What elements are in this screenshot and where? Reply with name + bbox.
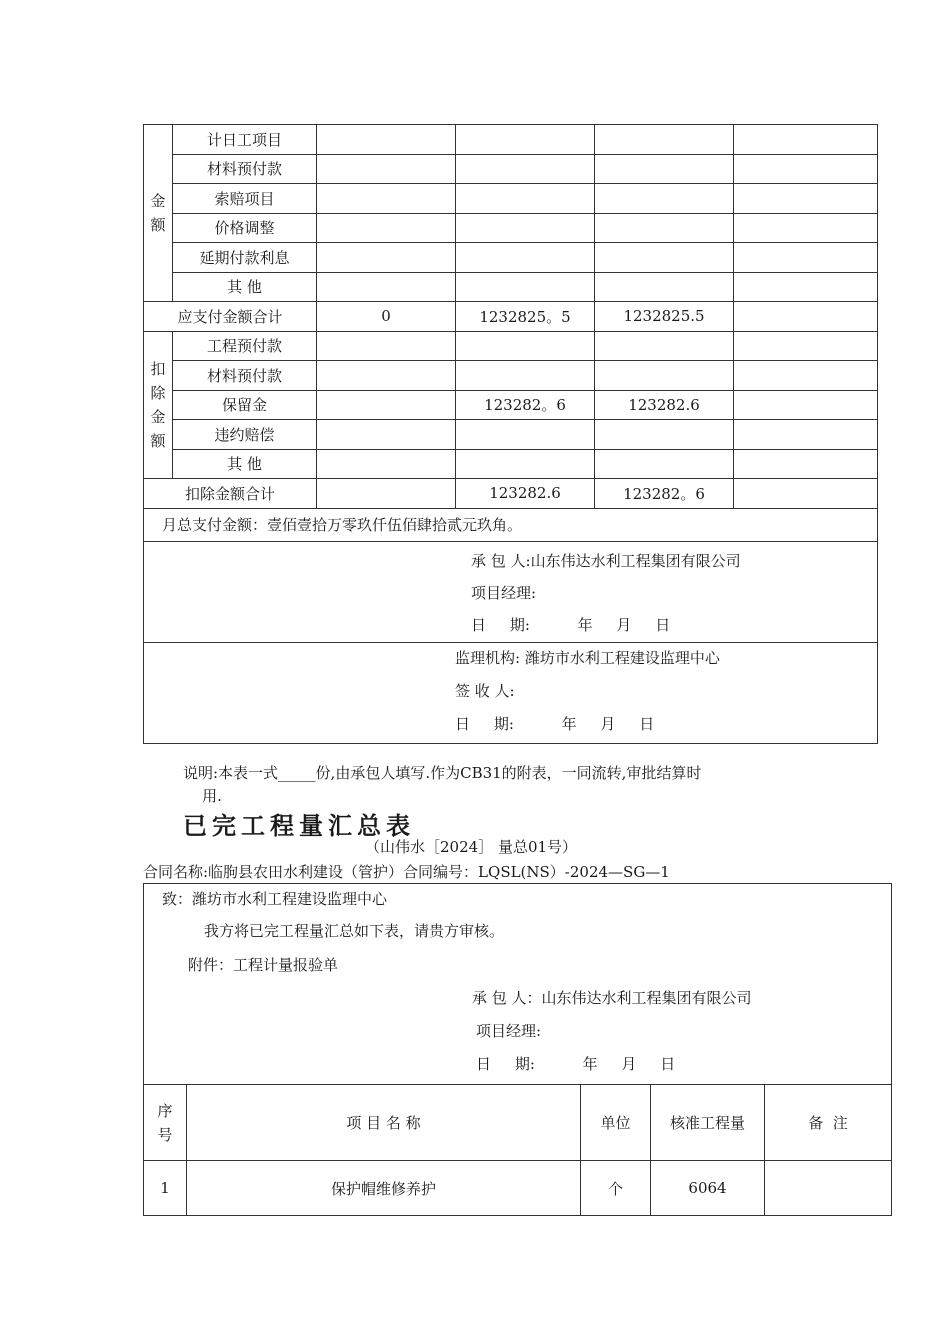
- letter-attachment: 附件：工程计量报验单: [188, 956, 339, 974]
- value-cell: [317, 390, 456, 420]
- value-cell: [456, 125, 595, 155]
- deduct-total-value: 123282.6: [456, 479, 595, 509]
- value-cell: [595, 449, 734, 479]
- payment-table: [143, 124, 878, 744]
- deduct-total-value: [734, 479, 878, 509]
- value-cell: [595, 272, 734, 302]
- table-row: [144, 361, 878, 391]
- deduct-total-row: [144, 479, 878, 509]
- value-cell: [317, 213, 456, 243]
- value-cell: [456, 184, 595, 214]
- table-row: [144, 184, 878, 214]
- value-cell: [734, 361, 878, 391]
- value-cell: [734, 449, 878, 479]
- value-cell: [456, 272, 595, 302]
- value-cell: [734, 125, 878, 155]
- value-cell: [595, 184, 734, 214]
- contract-line: 合同名称:临朐县农田水利建设（管护）合同编号：LQSL(NS）-2024—SG—1: [143, 863, 670, 881]
- value-cell: [595, 125, 734, 155]
- letter-manager: 项目经理:: [476, 1022, 542, 1040]
- value-cell: [595, 361, 734, 391]
- table-row: [144, 390, 878, 420]
- supervisor-sign-row: [144, 642, 878, 743]
- deduct-total-value: 123282。6: [595, 479, 734, 509]
- value-cell: [456, 213, 595, 243]
- row-label: 工程预付款: [173, 331, 317, 361]
- value-cell: [317, 243, 456, 273]
- value-cell: [595, 420, 734, 450]
- letter-body: 我方将已完工程量汇总如下表，请贵方审核。: [204, 922, 505, 940]
- letter-to: 致：潍坊市水利工程建设监理中心: [162, 890, 388, 908]
- row-label: 违约赔偿: [173, 420, 317, 450]
- row-label: 计日工项目: [173, 125, 317, 155]
- row-label: 材料预付款: [173, 361, 317, 391]
- value-cell: [734, 331, 878, 361]
- payable-total-value: 1232825。5: [456, 302, 595, 332]
- value-cell: [734, 243, 878, 273]
- payable-total-label: 应支付金额合计: [144, 302, 317, 332]
- payable-total-value: 0: [317, 302, 456, 332]
- value-cell: 123282.6: [595, 390, 734, 420]
- supervisor-date-line: 日 期: 年 月 日: [455, 714, 655, 733]
- header-unit: 单位: [581, 1085, 651, 1161]
- value-cell: [734, 184, 878, 214]
- table-row: [144, 272, 878, 302]
- manager-line: 项目经理:: [471, 583, 537, 602]
- deduct-total-value: [317, 479, 456, 509]
- table-row: [144, 449, 878, 479]
- row-qty: 6064: [651, 1161, 765, 1216]
- row-label: 保留金: [173, 390, 317, 420]
- contractor-line: 承 包 人:山东伟达水利工程集团有限公司: [471, 551, 741, 570]
- value-cell: [734, 213, 878, 243]
- table-row: [144, 331, 878, 361]
- payable-total-row: [144, 302, 878, 332]
- value-cell: [734, 420, 878, 450]
- value-cell: [456, 449, 595, 479]
- deduct-total-label: 扣除金额合计: [144, 479, 317, 509]
- amount-group-label: 金 额: [144, 125, 173, 302]
- row-label: 其 他: [173, 449, 317, 479]
- row-label: 索赔项目: [173, 184, 317, 214]
- value-cell: [456, 420, 595, 450]
- monthly-total-text: 月总支付金额：壹佰壹拾万零玖仟伍佰肆拾贰元玖角。: [144, 508, 878, 541]
- table-row: [144, 243, 878, 273]
- supervisor-sign-block: [144, 642, 878, 743]
- value-cell: [734, 390, 878, 420]
- letter-date: 日 期: 年 月 日: [476, 1055, 676, 1073]
- table-row: [144, 213, 878, 243]
- value-cell: [456, 154, 595, 184]
- payable-total-value: [734, 302, 878, 332]
- header-qty: 核准工程量: [651, 1085, 765, 1161]
- row-label: 延期付款利息: [173, 243, 317, 273]
- value-cell: [595, 213, 734, 243]
- summary-letter: [144, 884, 892, 1085]
- row-label: 材料预付款: [173, 154, 317, 184]
- table-row: [144, 1161, 892, 1216]
- quantity-summary-table: [143, 883, 892, 1216]
- row-remark: [765, 1161, 892, 1216]
- value-cell: [595, 331, 734, 361]
- payable-total-value: 1232825.5: [595, 302, 734, 332]
- value-cell: [595, 243, 734, 273]
- value-cell: [317, 184, 456, 214]
- value-cell: [456, 361, 595, 391]
- value-cell: [317, 272, 456, 302]
- row-name: 保护帽维修养护: [187, 1161, 581, 1216]
- table-row: [144, 154, 878, 184]
- summary-title: 已完工程量汇总表: [183, 812, 415, 840]
- value-cell: [317, 361, 456, 391]
- value-cell: [317, 449, 456, 479]
- receiver-line: 签 收 人:: [455, 681, 515, 700]
- date-line: 日 期: 年 月 日: [471, 615, 671, 634]
- table-note: 说明:本表一式_____份,由承包人填写.作为CB31的附表，一同流转,审批结算时 用.: [183, 764, 702, 805]
- table-row: [144, 125, 878, 155]
- table-row: [144, 420, 878, 450]
- deduct-group-label: 扣 除 金 额: [144, 331, 173, 479]
- header-seq: 序 号: [144, 1085, 187, 1161]
- value-cell: [317, 154, 456, 184]
- monthly-total-row: [144, 508, 878, 541]
- value-cell: [317, 125, 456, 155]
- summary-subtitle: （山伟水［2024］ 量总01号）: [365, 838, 578, 856]
- value-cell: [317, 420, 456, 450]
- contractor-sign-block: [144, 541, 878, 642]
- row-label: 价格调整: [173, 213, 317, 243]
- value-cell: [734, 272, 878, 302]
- value-cell: [317, 331, 456, 361]
- row-unit: 个: [581, 1161, 651, 1216]
- letter-contractor: 承 包 人：山东伟达水利工程集团有限公司: [472, 989, 752, 1007]
- row-label: 其 他: [173, 272, 317, 302]
- value-cell: 123282。6: [456, 390, 595, 420]
- contractor-sign-row: [144, 541, 878, 642]
- row-seq: 1: [144, 1161, 187, 1216]
- value-cell: [734, 154, 878, 184]
- header-remark: 备 注: [765, 1085, 892, 1161]
- supervisor-org-line: 监理机构: 潍坊市水利工程建设监理中心: [455, 648, 720, 667]
- header-name: 项 目 名 称: [187, 1085, 581, 1161]
- value-cell: [595, 154, 734, 184]
- value-cell: [456, 243, 595, 273]
- value-cell: [456, 331, 595, 361]
